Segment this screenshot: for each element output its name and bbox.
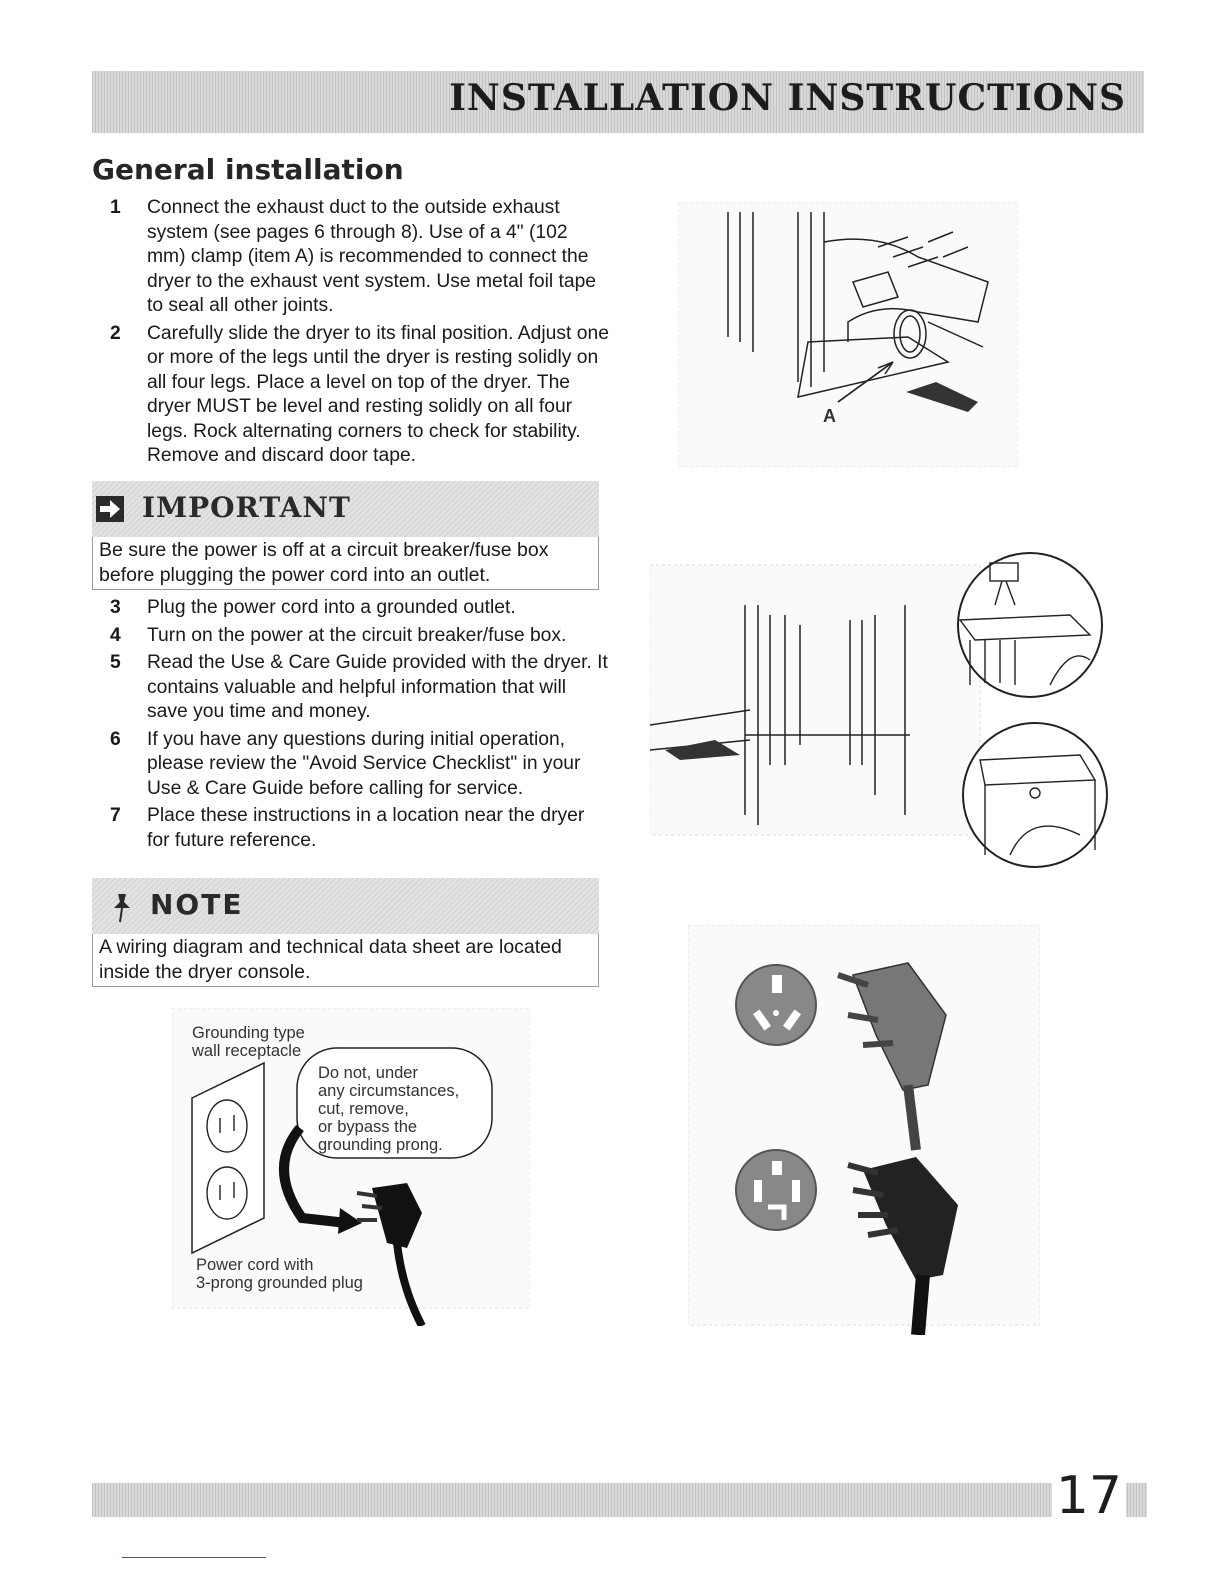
step-item: [110, 322, 610, 469]
step-number: 3: [110, 597, 121, 618]
warning-line5: grounding prong.: [318, 1136, 443, 1154]
important-text: Be sure the power is off at a circuit breaker/fuse box before plugging the power cord into an outlet.: [92, 537, 599, 590]
step-item: [110, 651, 610, 725]
step-number: 7: [110, 805, 121, 826]
warning-line4: or bypass the: [318, 1118, 418, 1136]
bottom-link-rule: [122, 1557, 266, 1558]
step-number: 4: [110, 624, 121, 646]
important-callout: [92, 481, 599, 590]
important-header: [92, 481, 599, 537]
three-prong-outlet: [736, 965, 816, 1045]
clamp-label: A: [823, 406, 836, 426]
arrow-right-icon: [96, 496, 124, 522]
plug-label-line2: 3-prong grounded plug: [196, 1274, 363, 1292]
note-callout: [92, 878, 599, 987]
step-item: [110, 804, 610, 853]
header-band: [92, 71, 1144, 133]
step-item: [110, 196, 610, 319]
note-title: NOTE: [150, 888, 244, 921]
step-text: Place these instructions in a location near the dryer for future reference.: [147, 805, 585, 851]
step-text: Connect the exhaust duct to the outside exhaust system (see pages 6 through 8). Use of a 4" (102 mm) clamp (item A) is recommended to connect the dryer to the exhaust vent system. Use metal foil tape to seal all other joints.: [147, 197, 597, 316]
step-number: 5: [110, 652, 121, 673]
step-text: Carefully slide the dryer to its final position. Adjust one or more of the legs until the dryer is resting solidly on all four legs. Place a level on top of the dryer. The dryer MUST be level and resting solidly on all four legs. Rock alternating corners to check for stability. Remove and discard door tape.: [147, 322, 609, 466]
note-header: [92, 878, 599, 934]
pushpin-icon: [110, 892, 134, 924]
warning-line1: Do not, under: [318, 1064, 418, 1082]
leveling-dryer-illustration: [650, 535, 1110, 880]
step-text: Turn on the power at the circuit breaker/fuse box.: [147, 624, 567, 646]
exhaust-clamp-illustration: [678, 202, 1018, 467]
steps-list-part2: [110, 596, 610, 856]
warning-line2: any circumstances,: [318, 1082, 460, 1100]
step-item: [110, 728, 610, 802]
step-number: 6: [110, 728, 121, 750]
four-prong-outlet: [736, 1150, 816, 1230]
step-text: If you have any questions during initial operation, please review the "Avoid Service Checklist" in your Use & Care Guide before calling for service.: [147, 728, 581, 799]
plug-label-line1: Power cord with: [196, 1256, 314, 1274]
warning-line3: cut, remove,: [318, 1100, 409, 1118]
grounding-receptacle-illustration: [172, 1008, 530, 1326]
section-title: General installation: [92, 153, 404, 186]
page-header-title: INSTALLATION INSTRUCTIONS: [449, 77, 1126, 119]
step-number: 1: [110, 197, 121, 218]
power-cord-plugs-illustration: [688, 925, 1040, 1335]
page-number: 17: [1052, 1466, 1126, 1526]
step-item: [110, 596, 610, 621]
important-title: IMPORTANT: [142, 491, 351, 524]
steps-list-part1: [110, 196, 610, 472]
footer-band: [92, 1483, 1147, 1517]
note-text: A wiring diagram and technical data sheet are located inside the dryer console.: [92, 934, 599, 987]
step-text: Read the Use & Care Guide provided with the dryer. It contains valuable and helpful information that will save you time and money.: [147, 652, 608, 722]
receptacle-label-line1: Grounding type: [192, 1024, 305, 1042]
step-number: 2: [110, 322, 121, 344]
receptacle-label-line2: wall receptacle: [192, 1042, 302, 1060]
step-item: [110, 624, 610, 649]
step-text: Plug the power cord into a grounded outlet.: [147, 597, 516, 618]
